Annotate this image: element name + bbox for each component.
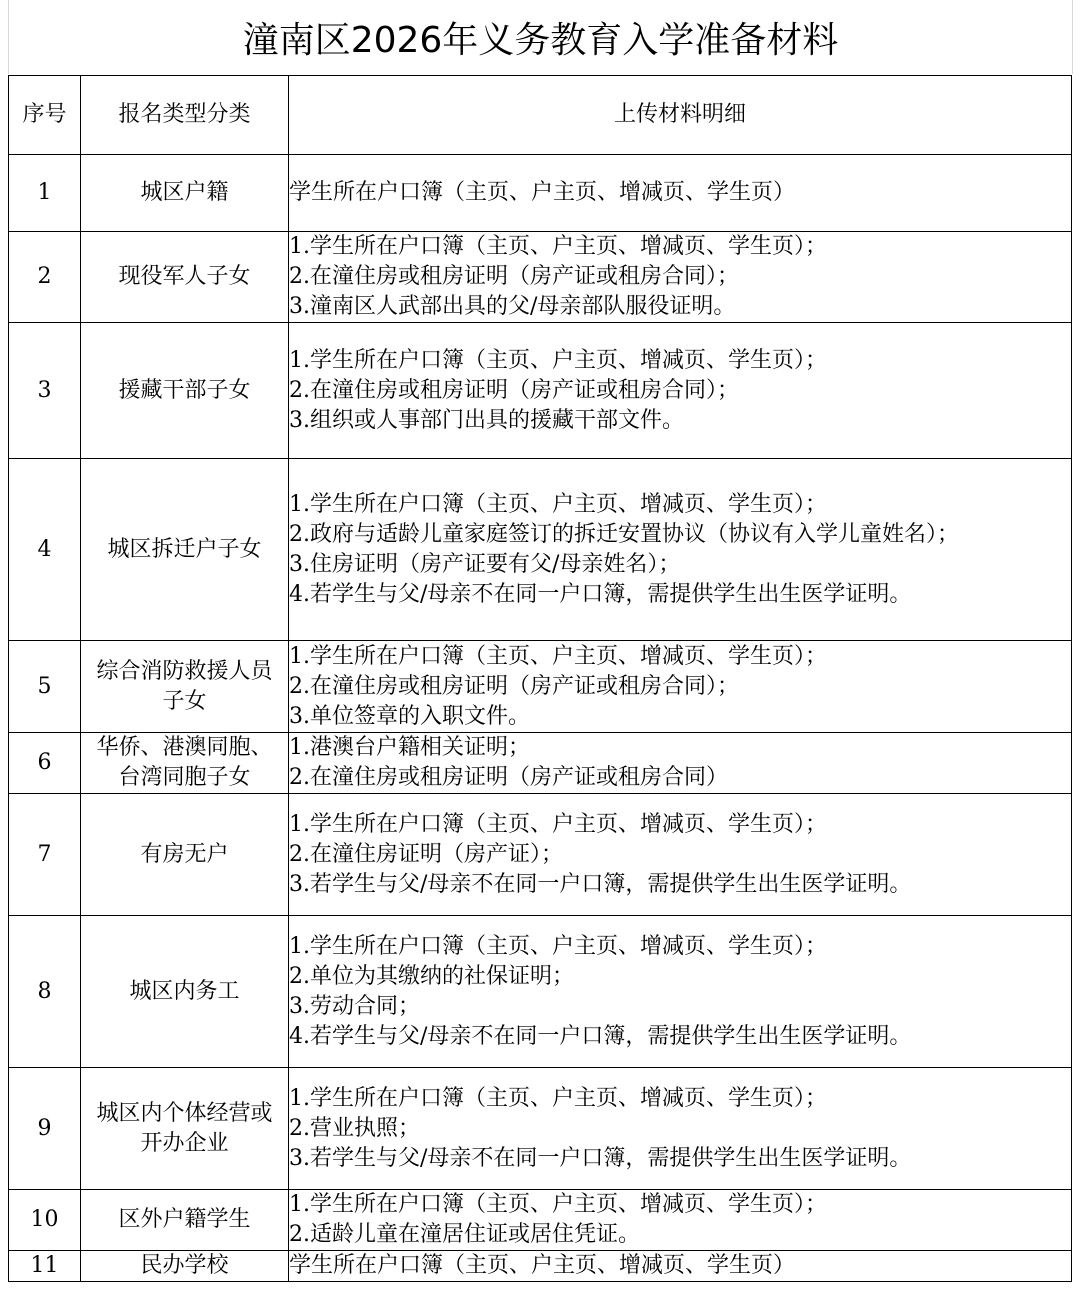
materials-detail-line: 2.在潼住房或租房证明（房产证或租房合同）； [289,673,739,699]
registration-type-line: 城区拆迁户子女 [107,536,262,562]
registration-type [81,459,289,641]
materials-detail-line: 2.在潼住房或租房证明（房产证或租房合同）； [289,264,739,289]
materials-detail-line: 2.在潼住房或租房证明（房产证或租房合同）； [289,377,739,403]
materials-detail-line: 2.单位为其缴纳的社保证明； [289,963,574,989]
materials-detail-line: 学生所在户口簿（主页、户主页、增减页、学生页） [289,180,796,205]
registration-type [81,232,289,323]
registration-type [81,1190,289,1251]
materials-detail [289,1251,1072,1282]
materials-detail [289,1190,1072,1251]
materials-detail-line: 1.学生所在户口簿（主页、户主页、增减页、学生页）； [289,234,827,259]
table-body [9,155,1072,1282]
registration-type [81,323,289,459]
materials-detail-line: 3.潼南区人武部出具的父/母亲部队服役证明。 [289,294,736,319]
materials-detail-line: 2.政府与适龄儿童家庭签订的拆迁安置协议（协议有入学儿童姓名）； [289,521,959,547]
registration-type-line: 综合消防救援人员 [96,658,273,684]
row-number: 8 [9,916,81,1068]
materials-detail-line: 2.在潼住房或租房证明（房产证或租房合同） [289,765,728,790]
materials-table [8,75,1072,1282]
materials-detail-line: 2.适龄儿童在潼居住证或居住凭证。 [289,1222,640,1247]
materials-detail [289,641,1072,733]
materials-detail-line: 1.学生所在户口簿（主页、户主页、增减页、学生页）； [289,933,827,959]
registration-type-line: 民办学校 [140,1253,229,1278]
header-type: 报名类型分类 [81,76,289,155]
materials-detail-line: 1.学生所在户口簿（主页、户主页、增减页、学生页）； [289,1192,827,1217]
registration-type [81,641,289,733]
materials-detail-line: 3.组织或人事部门出具的援藏干部文件。 [289,407,684,433]
table-row [9,1068,1072,1190]
registration-type-line: 现役军人子女 [118,264,251,289]
table-row [9,323,1072,459]
registration-type [81,155,289,232]
materials-detail [289,733,1072,794]
registration-type-line: 援藏干部子女 [118,377,251,403]
table-row [9,232,1072,323]
materials-detail [289,232,1072,323]
materials-detail-line: 1.学生所在户口簿（主页、户主页、增减页、学生页）； [289,643,827,669]
materials-detail-line: 3.若学生与父/母亲不在同一户口簿，需提供学生出生医学证明。 [289,1145,912,1171]
row-number: 9 [9,1068,81,1190]
row-number: 6 [9,733,81,794]
materials-detail-line: 4.若学生与父/母亲不在同一户口簿，需提供学生出生医学证明。 [289,581,912,607]
table-row [9,733,1072,794]
materials-detail [289,459,1072,641]
table-row [9,459,1072,641]
registration-type-line: 区外户籍学生 [118,1207,251,1232]
materials-detail-line: 3.住房证明（房产证要有父/母亲姓名）； [289,551,681,577]
registration-type-line: 华侨、港澳同胞、 [96,735,273,760]
materials-detail-line: 2.在潼住房证明（房产证）； [289,841,563,867]
materials-detail [289,323,1072,459]
table-row [9,1251,1072,1282]
row-number: 1 [9,155,81,232]
row-number: 2 [9,232,81,323]
document-title: 潼南区2026年义务教育入学准备材料 [8,0,1073,74]
registration-type-line: 子女 [162,688,207,714]
table-row [9,794,1072,916]
table-header-row [9,76,1072,155]
table-row [9,1190,1072,1251]
row-number: 11 [9,1251,81,1282]
table-row [9,155,1072,232]
materials-detail-line: 2.营业执照； [289,1115,420,1141]
materials-detail-line: 3.若学生与父/母亲不在同一户口簿，需提供学生出生医学证明。 [289,871,912,897]
materials-detail-line: 3.单位签章的入职文件。 [289,703,530,729]
materials-detail-line: 1.学生所在户口簿（主页、户主页、增减页、学生页）； [289,811,827,837]
registration-type-line: 城区内个体经营或 [96,1100,273,1126]
row-number: 10 [9,1190,81,1251]
registration-type-line: 有房无户 [140,841,229,867]
registration-type [81,916,289,1068]
materials-detail [289,916,1072,1068]
registration-type [81,1068,289,1190]
registration-type-line: 城区内务工 [129,978,240,1004]
registration-type-line: 城区户籍 [140,180,229,205]
table-row [9,916,1072,1068]
registration-type-line: 台湾同胞子女 [118,765,251,790]
materials-detail-line: 1.学生所在户口簿（主页、户主页、增减页、学生页）； [289,491,827,517]
materials-detail-line: 3.劳动合同； [289,993,420,1019]
materials-detail-line: 学生所在户口簿（主页、户主页、增减页、学生页） [289,1253,796,1278]
row-number: 7 [9,794,81,916]
row-number: 3 [9,323,81,459]
registration-type [81,733,289,794]
materials-detail [289,794,1072,916]
registration-type [81,794,289,916]
materials-detail-line: 1.港澳台户籍相关证明； [289,735,530,760]
registration-type [81,1251,289,1282]
materials-detail-line: 1.学生所在户口簿（主页、户主页、增减页、学生页）； [289,347,827,373]
row-number: 5 [9,641,81,733]
materials-detail [289,1068,1072,1190]
registration-type-line: 开办企业 [140,1130,229,1156]
materials-detail [289,155,1072,232]
table-row [9,641,1072,733]
header-no: 序号 [9,76,81,155]
materials-detail-line: 1.学生所在户口簿（主页、户主页、增减页、学生页）； [289,1085,827,1111]
row-number: 4 [9,459,81,641]
materials-detail-line: 4.若学生与父/母亲不在同一户口簿，需提供学生出生医学证明。 [289,1023,912,1049]
header-detail: 上传材料明细 [289,76,1072,155]
